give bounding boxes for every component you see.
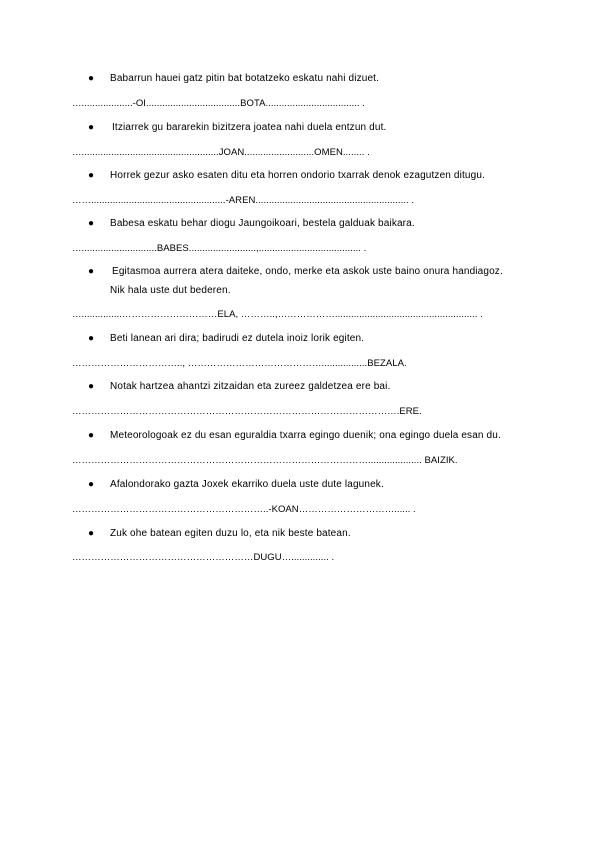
bullet-icon: ●	[88, 430, 95, 441]
sentence-line: Afalondorako gazta Joxek ekarriko duela uste dute lagunek.	[110, 479, 384, 490]
answer-line: ……………………………………………………..-KOAN…………………………...... .	[72, 504, 416, 515]
answer-line: …...............…………………………ELA, ………..,………………..................................................... .	[72, 309, 483, 320]
answer-line: ………………………………………………………………………………….................... BAIZIK.	[72, 455, 458, 466]
answer-line: …...................................................JOAN..........................OMEN........ .	[72, 147, 370, 158]
bullet-icon: ●	[88, 381, 95, 392]
answer-line: …………………………….., …………………………………….................BEZALA.	[72, 358, 407, 369]
sentence-line: Horrek gezur asko esaten ditu eta horren ondorio txarrak denok ezagutzen ditugu.	[110, 170, 485, 181]
bullet-icon: ●	[88, 170, 95, 181]
sentence-line: Beti lanean ari dira; badirudi ez dutela inoiz lorik egiten.	[110, 333, 365, 344]
sentence-line: Babesa eskatu behar diogu Jaungoikoari, bestela galduak baikara.	[110, 218, 415, 229]
answer-line: …............................BABES.........................,...................................... .	[72, 243, 367, 254]
sentence-line: Itziarrek gu bararekin bizitzera joatea nahi duela entzun dut.	[112, 122, 387, 133]
bullet-icon: ●	[88, 528, 95, 539]
sentence-line: Babarrun hauei gatz pitin bat botatzeko eskatu nahi dizuet.	[110, 73, 380, 84]
answer-line: ………………………………………………………………………………………….ERE.	[72, 406, 422, 417]
sentence-line: Meteorologoak ez du esan eguraldia txarra egingo duenik; ona egingo duela esan du.	[110, 430, 501, 441]
bullet-icon: ●	[88, 333, 95, 344]
bullet-icon: ●	[88, 218, 95, 229]
sentence-line: Nik hala uste dut bederen.	[110, 285, 231, 296]
sentence-line: Egitasmoa aurrera atera daiteke, ondo, merke eta askok uste baino onura handiagoz.	[112, 266, 503, 277]
bullet-icon: ●	[88, 122, 95, 133]
sentence-line: Notak hartzea ahantzi zitzaidan eta zureez galdetzea ere bai.	[110, 381, 391, 392]
answer-line: …………………………………………………DUGU….............. .	[72, 552, 335, 563]
bullet-icon: ●	[88, 73, 95, 84]
bullet-icon: ●	[88, 266, 95, 277]
sentence-line: Zuk ohe batean egiten duzu lo, eta nik beste batean.	[110, 528, 351, 539]
answer-line: …...................-OI...................................BOTA................................... .	[72, 98, 365, 109]
bullet-icon: ●	[88, 479, 95, 490]
answer-line: ……..................................................-AREN......................................................... .	[72, 195, 415, 206]
